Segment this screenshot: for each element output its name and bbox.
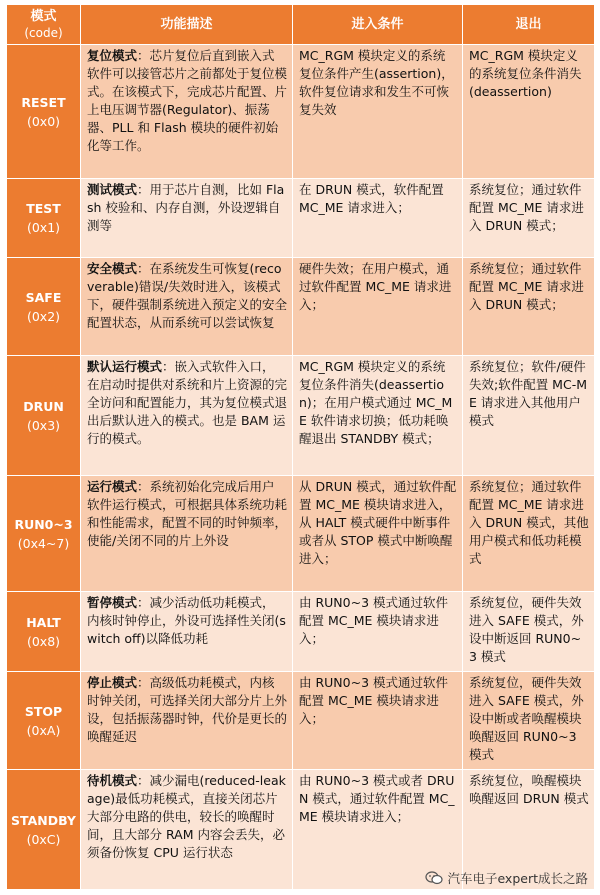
entry-cell: 由 RUN0~3 模式或者 DRUN 模式，通过软件配置 MC_ME 模块请求进入； bbox=[293, 770, 463, 890]
mode-name: RESET bbox=[21, 94, 66, 110]
mode-cell bbox=[7, 672, 81, 770]
mode-code: (0x3) bbox=[26, 417, 61, 433]
watermark-text: 汽车电子expert成长之路 bbox=[447, 871, 588, 886]
mode-name: HALT bbox=[26, 614, 61, 630]
header-mode-label: 模式 bbox=[30, 8, 57, 24]
entry-cell: MC_RGM 模块定义的系统复位条件消失(deassertion)；在用户模式通过 MC_ME 软件请求切换；低功耗唤醒退出 STANDBY 模式； bbox=[293, 356, 463, 476]
exit-cell: MC_RGM 模块定义的系统复位条件消失(deassertion) bbox=[463, 45, 595, 179]
mode-code: (0xC) bbox=[26, 831, 61, 847]
desc-text: ：高级低功耗模式，内核时钟关闭，可选择关闭大部分片上外设，包括振荡器时钟，代价是更长的唤醒延迟 bbox=[87, 675, 288, 744]
wechat-icon bbox=[425, 871, 443, 885]
mode-name: RUN0~3 bbox=[14, 516, 73, 532]
desc-title: 复位模式 bbox=[87, 48, 138, 63]
mode-cell bbox=[7, 592, 81, 672]
mode-cell bbox=[7, 356, 81, 476]
table-header-row bbox=[7, 5, 595, 45]
mode-code: (0x0) bbox=[26, 113, 61, 129]
desc-text: ：嵌入式软件入口，在启动时提供对系统和片上资源的完全访问和配置能力，其为复位模式退出后默认进入的模式。也是 BAM 运行的模式。 bbox=[87, 359, 288, 446]
mode-code: (0xA) bbox=[26, 722, 61, 738]
table-row bbox=[7, 258, 595, 356]
desc-title: 待机模式 bbox=[87, 773, 138, 788]
desc-cell bbox=[81, 179, 293, 258]
header-mode bbox=[7, 5, 81, 45]
exit-cell: 系统复位，唤醒模块唤醒返回 DRUN 模式 bbox=[463, 770, 595, 890]
mode-cell bbox=[7, 770, 81, 890]
desc-title: 测试模式 bbox=[87, 182, 138, 197]
mode-code: (0x2) bbox=[26, 308, 61, 324]
exit-cell: 系统复位；通过软件配置 MC_ME 请求进入 DRUN 模式； bbox=[463, 179, 595, 258]
mode-code: (0x8) bbox=[26, 633, 61, 649]
desc-cell bbox=[81, 476, 293, 592]
exit-cell: 系统复位；通过软件配置 MC_ME 请求进入 DRUN 模式； bbox=[463, 258, 595, 356]
mode-name: TEST bbox=[26, 201, 61, 216]
mode-code: (0x1) bbox=[26, 220, 61, 235]
header-exit: 退出 bbox=[463, 5, 595, 45]
header-entry: 进入条件 bbox=[293, 5, 463, 45]
mode-cell bbox=[7, 45, 81, 179]
desc-text: ：减少活动低功耗模式，内核时钟停止，外设可选择性关闭(switch off)以降低功耗 bbox=[87, 595, 286, 646]
desc-text: ：在系统发生可恢复(recoverable)错误/失效时进入，该模式下，硬件强制系统进入预定义的安全配置状态，从而系统可以尝试恢复 bbox=[87, 261, 288, 330]
desc-title: 运行模式 bbox=[87, 479, 138, 494]
header-desc: 功能描述 bbox=[81, 5, 293, 45]
desc-title: 停止模式 bbox=[87, 675, 138, 690]
desc-text: ：芯片复位后直到嵌入式软件可以接管芯片之前都处于复位模式。在该模式下，完成芯片配置、片上电压调节器(Regulator)、振荡器、PLL 和 Flash 模块的硬件初始化等工作。 bbox=[87, 48, 288, 153]
entry-cell: 从 DRUN 模式，通过软件配置 MC_ME 模块请求进入，从 HALT 模式硬件中断事件或者从 STOP 模式中断唤醒进入； bbox=[293, 476, 463, 592]
desc-text: ：系统初始化完成后用户软件运行模式，可根据具体系统功耗和性能需求，配置不同的时钟频率，使能/关闭不同的片上外设 bbox=[87, 479, 288, 548]
desc-text: ：减少漏电(reduced-leakage)最低功耗模式，直接关闭芯片大部分电路的供电，较长的唤醒时间，且大部分 RAM 内容会丢失，必须备份恢复 CPU 运行状态 bbox=[87, 773, 286, 860]
desc-cell bbox=[81, 356, 293, 476]
mode-cell bbox=[7, 258, 81, 356]
mode-code: (0x4~7) bbox=[17, 535, 70, 551]
table-row bbox=[7, 476, 595, 592]
mode-cell bbox=[7, 476, 81, 592]
desc-title: 暂停模式 bbox=[87, 595, 138, 610]
exit-cell: 系统复位；通过软件配置 MC_ME 请求进入 DRUN 模式，其他用户模式和低功耗模式 bbox=[463, 476, 595, 592]
mode-name: STANDBY bbox=[11, 812, 76, 828]
mode-cell bbox=[7, 179, 81, 258]
exit-cell: 系统复位，硬件失效进入 SAFE 模式，外设中断或者唤醒模块唤醒返回 RUN0~3 模式 bbox=[463, 672, 595, 770]
mode-table bbox=[6, 4, 595, 890]
desc-cell bbox=[81, 672, 293, 770]
entry-cell: MC_RGM 模块定义的系统复位条件产生(assertion)，软件复位请求和发生不可恢复失效 bbox=[293, 45, 463, 179]
desc-title: 安全模式 bbox=[87, 261, 138, 276]
exit-cell: 系统复位；软件/硬件失效;软件配置 MC-ME 请求进入其他用户模式 bbox=[463, 356, 595, 476]
desc-text: ：用于芯片自测，比如 Flash 校验和、内存自测，外设逻辑自测等 bbox=[87, 182, 285, 233]
table-row bbox=[7, 672, 595, 770]
mode-name: STOP bbox=[24, 703, 63, 719]
entry-cell: 由 RUN0~3 模式通过软件配置 MC_ME 模块请求进入； bbox=[293, 672, 463, 770]
desc-cell bbox=[81, 45, 293, 179]
mode-name: DRUN bbox=[23, 398, 64, 414]
watermark bbox=[425, 869, 588, 887]
desc-cell bbox=[81, 592, 293, 672]
entry-cell: 由 RUN0~3 模式通过软件配置 MC_ME 模块请求进入； bbox=[293, 592, 463, 672]
table-row bbox=[7, 356, 595, 476]
desc-cell bbox=[81, 770, 293, 890]
desc-cell bbox=[81, 258, 293, 356]
header-mode-sub: (code) bbox=[24, 25, 63, 40]
entry-cell: 硬件失效；在用户模式，通过软件配置 MC_ME 请求进入； bbox=[293, 258, 463, 356]
exit-cell: 系统复位，硬件失效进入 SAFE 模式，外设中断返回 RUN0~3 模式 bbox=[463, 592, 595, 672]
entry-cell: 在 DRUN 模式，软件配置 MC_ME 请求进入； bbox=[293, 179, 463, 258]
mode-name: SAFE bbox=[25, 289, 62, 305]
desc-title: 默认运行模式 bbox=[87, 359, 163, 374]
table-row bbox=[7, 179, 595, 258]
table-row bbox=[7, 45, 595, 179]
table-row bbox=[7, 592, 595, 672]
